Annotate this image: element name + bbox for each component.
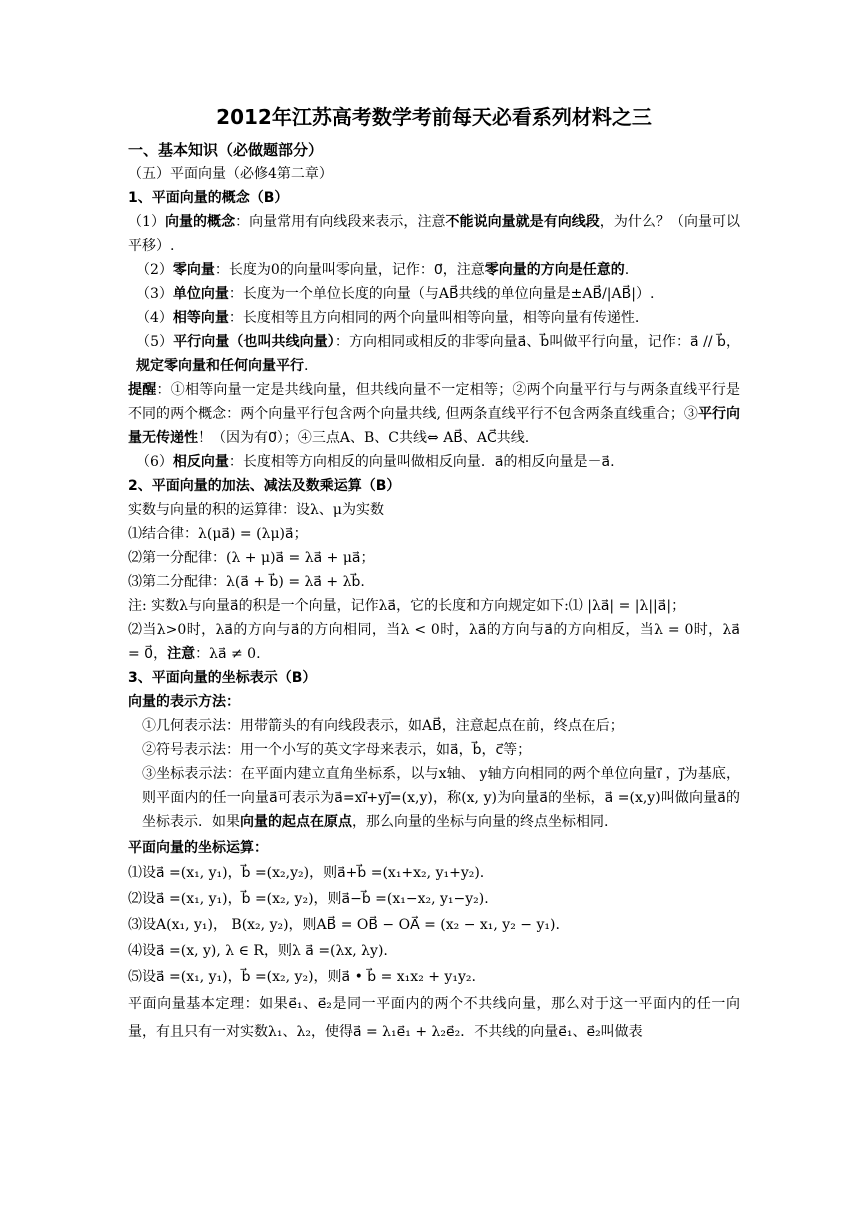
concept-item-1: （1）向量的概念：向量常用有向线段来表示，注意不能说向量就是有向线段，为什么？（向量可以平移）. [128,214,741,254]
heading-coordinates: 3、平面向量的坐标表示（B） [128,670,317,686]
reminder-paragraph: 提醒：①相等向量一定是共线向量，但共线向量不一定相等；②两个向量平行与与两条直线平行是不同的两个概念：两个向量平行包含两个向量共线, 但两条直线平行不包含两条直线重合；③平行向量无传递性！（因为有0⃗）；④三点A、B、C共线⇔ AB⃗、AC⃗共线. [128,382,741,446]
coord-op-3: ⑶设A(x₁, y₁)， B(x₂, y₂)，则AB⃗ = OB⃗ − OA⃗ = (x₂ − x₁, y₂ − y₁). [128,917,560,933]
heading-operations: 2、平面向量的加法、减法及数乘运算（B） [128,478,401,494]
basic-theorem: 平面向量基本定理：如果e⃗₁、e⃗₂是同一平面内的两个不共线向量，那么对于这一平面内的任一向量，有且只有一对实数λ₁、λ₂，使得a⃗ = λ₁e⃗₁ + λ₂e⃗₂．不共线的向量e⃗₁、e⃗₂叫做表 [128,996,740,1040]
representation-coordinate: ③坐标表示法：在平面内建立直角坐标系，以与x轴、 y轴方向相同的两个单位向量i⃗ ，j⃗为基底，则平面内的任一向量a⃗可表示为a⃗=xi⃗+yj⃗=(x,y)，称(x, y)为向量a⃗的坐标，a⃗ =(x,y)叫做向量a⃗的坐标表示．如果向量的起点在原点，那么向量的坐标与向量的终点坐标相同. [142,766,740,830]
ops-intro: 实数与向量的积的运算律：设λ、μ为实数 [128,502,384,518]
concept-item-5: （5）平行向量（也叫共线向量）：方向相同或相反的非零向量a⃗、b⃗叫做平行向量，记作：a⃗ // b⃗，规定零向量和任何向量平行. [136,334,741,374]
concept-item-2: （2）零向量：长度为0的向量叫零向量，记作：0⃗，注意零向量的方向是任意的. [136,262,630,278]
ops-associative: ⑴结合律：λ(μa⃗) = (λμ)a⃗； [128,526,308,542]
scalar-note-2: ⑵当λ>0时，λa⃗的方向与a⃗的方向相同，当λ < 0时，λa⃗的方向与a⃗的方向相反，当λ = 0时，λa⃗ = 0⃗，注意：λa⃗ ≠ 0. [128,622,740,662]
coord-op-4: ⑷设a⃗ =(x, y), λ ∈ R，则λ a⃗ =(λx, λy). [128,943,388,959]
ops-distributive-1: ⑵第一分配律：(λ + μ)a⃗ = λa⃗ + μa⃗； [128,550,375,566]
coord-op-1: ⑴设a⃗ =(x₁, y₁)，b⃗ =(x₂,y₂)，则a⃗+b⃗ =(x₁+x₂, y₁+y₂). [128,865,485,881]
ops-distributive-2: ⑶第二分配律：λ(a⃗ + b⃗) = λa⃗ + λb⃗. [128,574,365,590]
concept-item-6: （6）相反向量：长度相等方向相反的向量叫做相反向量．a⃗的相反向量是－a⃗. [136,454,615,470]
representation-symbolic: ②符号表示法：用一个小写的英文字母来表示，如a⃗，b⃗，c⃗等； [142,742,532,758]
representation-title: 向量的表示方法： [128,694,240,710]
document-title: 2012年江苏高考数学考前每天必看系列材料之三 [216,105,652,129]
scalar-note-1: 注: 实数λ与向量a⃗的积是一个向量，记作λa⃗，它的长度和方向规定如下:⑴ |λa⃗| = |λ||a⃗|； [128,598,686,614]
coordinate-ops-title: 平面向量的坐标运算： [128,840,268,856]
subsection-heading: （五）平面向量（必修4第二章） [128,166,333,182]
coord-op-2: ⑵设a⃗ =(x₁, y₁)，b⃗ =(x₂, y₂)，则a⃗−b⃗ =(x₁−x₂, y₁−y₂). [128,891,489,907]
concept-item-3: （3）单位向量：长度为一个单位长度的向量（与AB⃗共线的单位向量是±AB⃗/|AB⃗|）. [136,286,655,302]
section-heading: 一、基本知识（必做题部分） [128,141,324,159]
heading-concept: 1、平面向量的概念（B） [128,190,289,206]
representation-geometric: ①几何表示法：用带箭头的有向线段表示，如AB⃗，注意起点在前，终点在后； [142,718,624,734]
coord-op-5: ⑸设a⃗ =(x₁, y₁)，b⃗ =(x₂, y₂)，则a⃗ • b⃗ = x₁x₂ + y₁y₂. [128,969,476,985]
concept-item-4: （4）相等向量：长度相等且方向相同的两个向量叫相等向量，相等向量有传递性. [136,310,640,326]
